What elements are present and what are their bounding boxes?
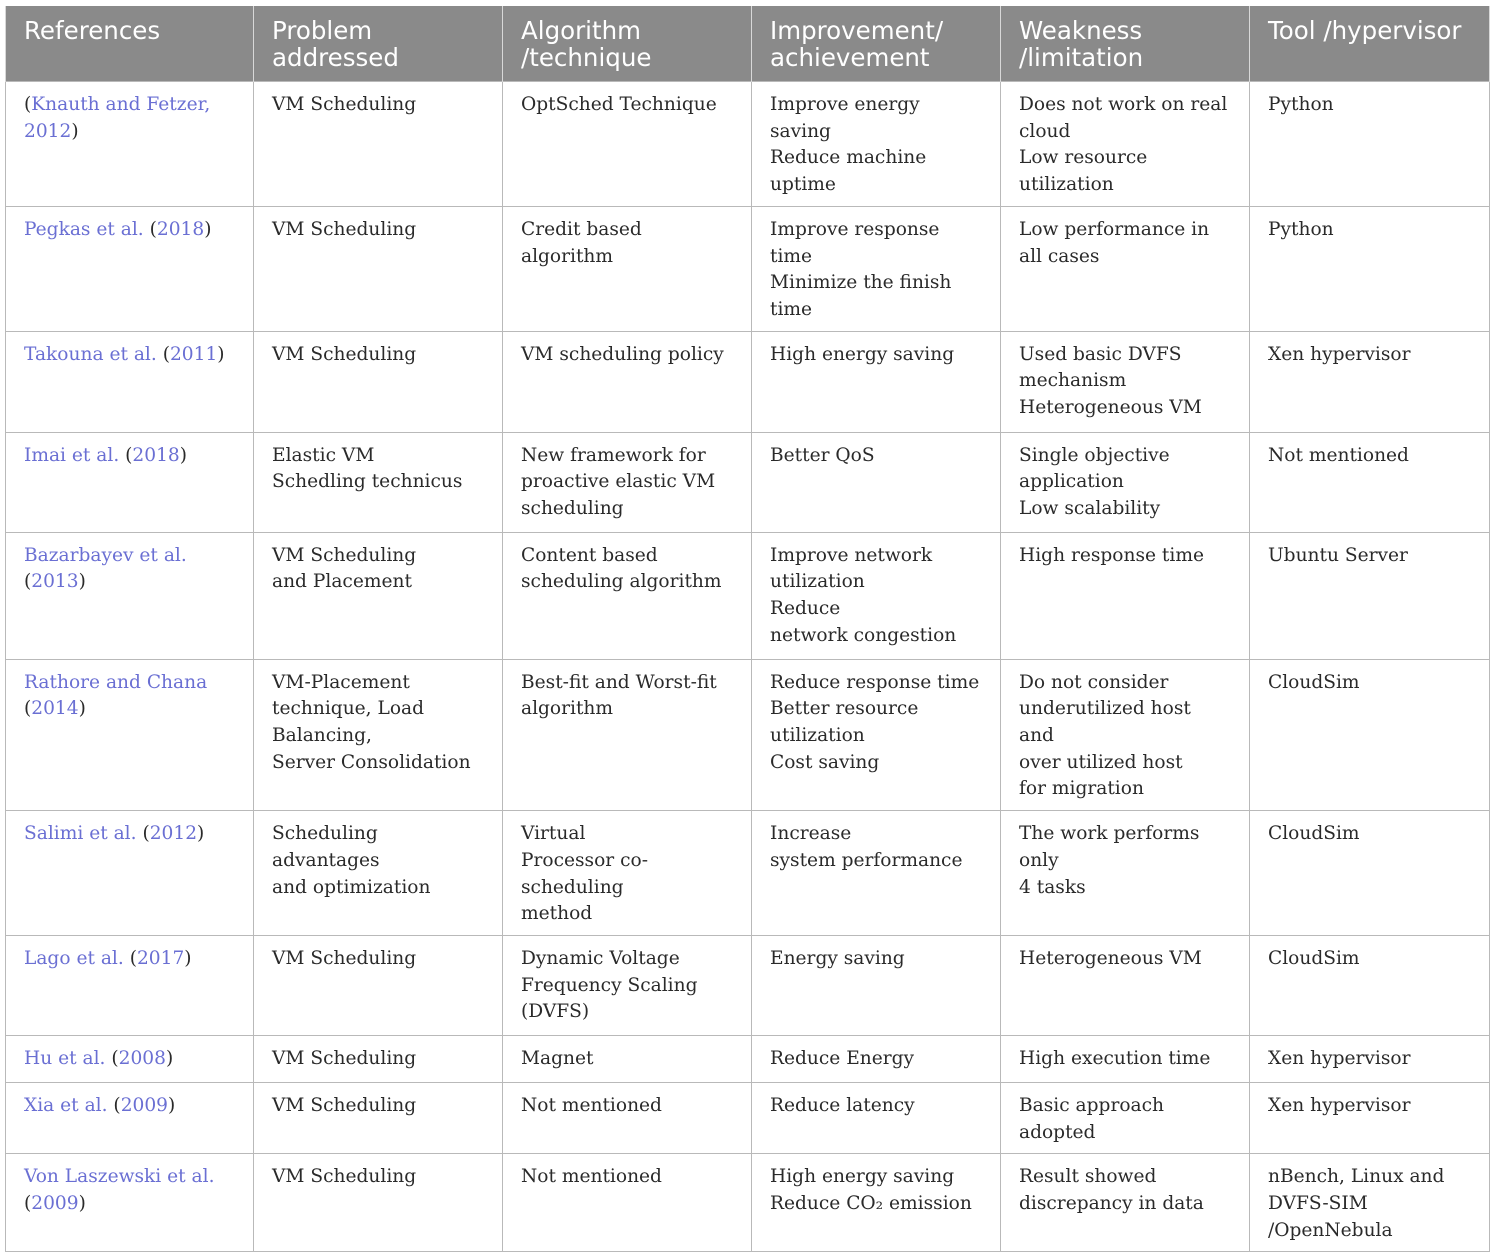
ref-paren-close: ) bbox=[71, 120, 79, 142]
table-body bbox=[6, 82, 1490, 1252]
reference-year-link[interactable]: 2018 bbox=[156, 218, 205, 240]
reference-cell bbox=[6, 1082, 254, 1153]
reference-authors-link[interactable]: Bazarbayev et al. bbox=[24, 544, 187, 566]
ref-paren-close: ) bbox=[184, 947, 192, 969]
tool-cell: Ubuntu Server bbox=[1250, 532, 1490, 659]
improvement-cell: Increase system performance bbox=[752, 811, 1001, 936]
reference-year-link[interactable]: 2014 bbox=[31, 698, 79, 720]
ref-paren-close: ) bbox=[217, 343, 225, 365]
weakness-cell: Single objective application Low scalability bbox=[1001, 432, 1250, 532]
problem-cell: VM Scheduling and Placement bbox=[254, 532, 503, 659]
reference-cell bbox=[6, 1035, 254, 1082]
reference-cell bbox=[6, 432, 254, 532]
ref-separator: ( bbox=[105, 1047, 119, 1069]
table-row bbox=[6, 659, 1490, 811]
reference-cell bbox=[6, 82, 254, 207]
algorithm-cell: Not mentioned bbox=[503, 1082, 752, 1153]
header-problem-addressed: Problem addressed bbox=[254, 6, 503, 82]
reference-authors-link[interactable]: Knauth and Fetzer, 2012 bbox=[24, 94, 211, 142]
reference-year-link[interactable]: 2013 bbox=[31, 571, 79, 593]
header-weakness-limitation: Weakness /limitation bbox=[1001, 6, 1250, 82]
improvement-cell: High energy saving bbox=[752, 331, 1001, 432]
improvement-cell: Reduce response time Better resource utilization Cost saving bbox=[752, 659, 1001, 811]
ref-paren-close: ) bbox=[204, 218, 212, 240]
table-row bbox=[6, 432, 1490, 532]
tool-cell: CloudSim bbox=[1250, 935, 1490, 1035]
algorithm-cell: Best-fit and Worst-fit algorithm bbox=[503, 659, 752, 811]
algorithm-cell: Virtual Processor co-scheduling method bbox=[503, 811, 752, 936]
header-tool-hypervisor: Tool /hypervisor bbox=[1250, 6, 1490, 82]
improvement-cell: Better QoS bbox=[752, 432, 1001, 532]
table-row bbox=[6, 206, 1490, 331]
tool-cell: Python bbox=[1250, 82, 1490, 207]
reference-cell bbox=[6, 206, 254, 331]
reference-authors-link[interactable]: Takouna et al. bbox=[24, 343, 157, 365]
problem-cell: VM-Placement technique, Load Balancing, Server Consolidation bbox=[254, 659, 503, 811]
ref-separator: ( bbox=[119, 444, 133, 466]
table-row bbox=[6, 1154, 1490, 1252]
algorithm-cell: OptSched Technique bbox=[503, 82, 752, 207]
ref-separator: ( bbox=[156, 343, 170, 365]
ref-separator: ( bbox=[24, 698, 32, 720]
table-row bbox=[6, 811, 1490, 936]
tool-cell: CloudSim bbox=[1250, 659, 1490, 811]
ref-paren-close: ) bbox=[165, 1047, 174, 1069]
table-row bbox=[6, 935, 1490, 1035]
reference-year-link[interactable]: 2012 bbox=[149, 823, 198, 845]
header-references: References bbox=[6, 6, 254, 82]
problem-cell: VM Scheduling bbox=[254, 935, 503, 1035]
algorithm-cell: VM scheduling policy bbox=[503, 331, 752, 432]
reference-cell bbox=[6, 811, 254, 936]
ref-paren-close: ) bbox=[179, 444, 188, 466]
weakness-cell: Low performance in all cases bbox=[1001, 206, 1250, 331]
header-improvement-achievement: Improvement/ achievement bbox=[752, 6, 1001, 82]
improvement-cell: Improve response time Minimize the finish time bbox=[752, 206, 1001, 331]
problem-cell: VM Scheduling bbox=[254, 206, 503, 331]
algorithm-cell: Credit based algorithm bbox=[503, 206, 752, 331]
problem-cell: VM Scheduling bbox=[254, 1035, 503, 1082]
references-table-container bbox=[5, 6, 1489, 1252]
reference-authors-link[interactable]: Von Laszewski et al. bbox=[24, 1166, 215, 1188]
reference-year-link[interactable]: 2011 bbox=[169, 343, 218, 365]
tool-cell: Xen hypervisor bbox=[1250, 1082, 1490, 1153]
problem-cell: VM Scheduling bbox=[254, 331, 503, 432]
reference-authors-link[interactable]: Salimi et al. bbox=[24, 823, 137, 845]
reference-authors-link[interactable]: Imai et al. bbox=[24, 444, 120, 466]
problem-cell: VM Scheduling bbox=[254, 1154, 503, 1252]
tool-cell: Not mentioned bbox=[1250, 432, 1490, 532]
weakness-cell: High execution time bbox=[1001, 1035, 1250, 1082]
ref-separator: ( bbox=[24, 1193, 32, 1215]
table-row bbox=[6, 532, 1490, 659]
reference-year-link[interactable]: 2008 bbox=[118, 1047, 166, 1069]
improvement-cell: Reduce latency bbox=[752, 1082, 1001, 1153]
reference-authors-link[interactable]: Hu et al. bbox=[24, 1047, 106, 1069]
table-row bbox=[6, 82, 1490, 207]
header-algorithm-technique: Algorithm /technique bbox=[503, 6, 752, 82]
ref-separator: ( bbox=[143, 218, 157, 240]
ref-paren-open: ( bbox=[24, 94, 32, 115]
reference-year-link[interactable]: 2009 bbox=[31, 1193, 79, 1215]
table-row bbox=[6, 331, 1490, 432]
ref-separator: ( bbox=[24, 571, 32, 593]
reference-authors-link[interactable]: Pegkas et al. bbox=[24, 218, 144, 240]
improvement-cell: Improve network utilization Reduce network congestion bbox=[752, 532, 1001, 659]
table-header bbox=[6, 6, 1490, 82]
problem-cell: Scheduling advantages and optimization bbox=[254, 811, 503, 936]
reference-year-link[interactable]: 2009 bbox=[120, 1094, 169, 1116]
tool-cell: Xen hypervisor bbox=[1250, 331, 1490, 432]
tool-cell: CloudSim bbox=[1250, 811, 1490, 936]
table-row bbox=[6, 1035, 1490, 1082]
problem-cell: VM Scheduling bbox=[254, 82, 503, 207]
reference-cell bbox=[6, 331, 254, 432]
improvement-cell: Reduce Energy bbox=[752, 1035, 1001, 1082]
weakness-cell: The work performs only 4 tasks bbox=[1001, 811, 1250, 936]
algorithm-cell: Magnet bbox=[503, 1035, 752, 1082]
reference-cell bbox=[6, 1154, 254, 1252]
reference-authors-link[interactable]: Lago et al. bbox=[24, 947, 124, 969]
ref-paren-close: ) bbox=[78, 698, 86, 720]
reference-year-link[interactable]: 2018 bbox=[132, 444, 180, 466]
problem-cell: VM Scheduling bbox=[254, 1082, 503, 1153]
algorithm-cell: New framework for proactive elastic VM scheduling bbox=[503, 432, 752, 532]
weakness-cell: Result showed discrepancy in data bbox=[1001, 1154, 1250, 1252]
ref-separator: ( bbox=[107, 1094, 121, 1116]
improvement-cell: Improve energy saving Reduce machine uptime bbox=[752, 82, 1001, 207]
reference-cell bbox=[6, 935, 254, 1035]
reference-cell bbox=[6, 532, 254, 659]
tool-cell: Xen hypervisor bbox=[1250, 1035, 1490, 1082]
weakness-cell: Basic approach adopted bbox=[1001, 1082, 1250, 1153]
improvement-cell: High energy saving Reduce CO₂ emission bbox=[752, 1154, 1001, 1252]
ref-paren-close: ) bbox=[78, 571, 86, 593]
ref-paren-close: ) bbox=[78, 1193, 86, 1215]
algorithm-cell: Dynamic Voltage Frequency Scaling (DVFS) bbox=[503, 935, 752, 1035]
reference-cell bbox=[6, 659, 254, 811]
ref-paren-close: ) bbox=[197, 823, 205, 845]
reference-authors-link[interactable]: Rathore and Chana bbox=[24, 671, 208, 693]
table-row bbox=[6, 1082, 1490, 1153]
weakness-cell: Used basic DVFS mechanism Heterogeneous VM bbox=[1001, 331, 1250, 432]
algorithm-cell: Content based scheduling algorithm bbox=[503, 532, 752, 659]
ref-separator: ( bbox=[136, 823, 150, 845]
weakness-cell: Heterogeneous VM bbox=[1001, 935, 1250, 1035]
weakness-cell: Does not work on real cloud Low resource utilization bbox=[1001, 82, 1250, 207]
references-table bbox=[5, 6, 1490, 1252]
tool-cell: nBench, Linux and DVFS-SIM /OpenNebula bbox=[1250, 1154, 1490, 1252]
improvement-cell: Energy saving bbox=[752, 935, 1001, 1035]
weakness-cell: High response time bbox=[1001, 532, 1250, 659]
reference-year-link[interactable]: 2017 bbox=[136, 947, 185, 969]
reference-authors-link[interactable]: Xia et al. bbox=[24, 1094, 108, 1116]
header-row bbox=[6, 6, 1490, 82]
ref-paren-close: ) bbox=[168, 1094, 176, 1116]
algorithm-cell: Not mentioned bbox=[503, 1154, 752, 1252]
weakness-cell: Do not consider underutilized host and over utilized host for migration bbox=[1001, 659, 1250, 811]
tool-cell: Python bbox=[1250, 206, 1490, 331]
problem-cell: Elastic VM Schedling technicus bbox=[254, 432, 503, 532]
ref-separator: ( bbox=[123, 947, 137, 969]
